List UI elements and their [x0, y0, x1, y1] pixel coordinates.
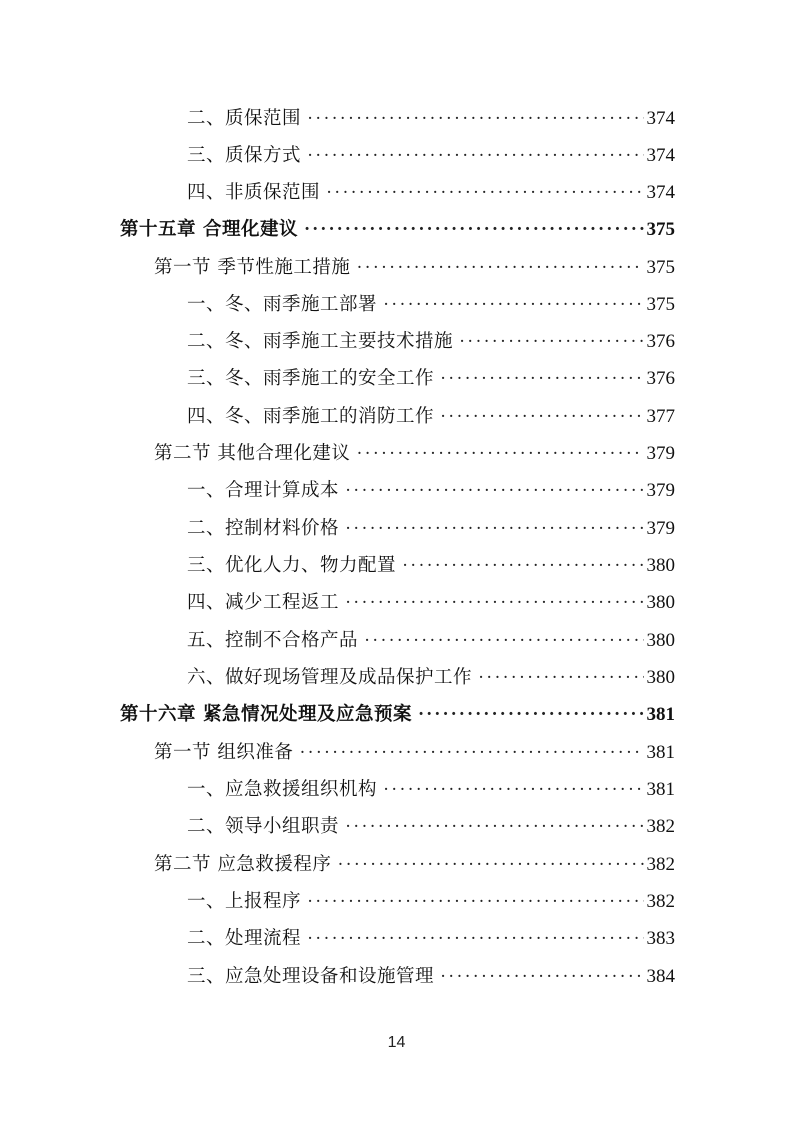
- toc-entry-page: 383: [646, 928, 675, 949]
- dot-leader: [440, 961, 643, 993]
- toc-entry-title: 二、控制材料价格: [187, 518, 340, 539]
- toc-entry[interactable]: [187, 475, 675, 507]
- toc-chapter-entry[interactable]: [120, 214, 675, 246]
- toc-entry[interactable]: [187, 625, 675, 657]
- dot-leader: [459, 326, 643, 358]
- toc-entry-page: 375: [646, 257, 675, 278]
- dot-leader: [440, 401, 643, 433]
- page-number: 14: [387, 1034, 406, 1051]
- toc-entry[interactable]: [187, 587, 675, 619]
- toc-entry[interactable]: [187, 103, 675, 135]
- toc-entry[interactable]: [187, 811, 675, 843]
- toc-section-entry[interactable]: [154, 438, 675, 470]
- toc-entry-title: 第十六章 紧急情况处理及应急预案: [120, 704, 412, 725]
- dot-leader: [345, 587, 643, 619]
- toc-entry[interactable]: [187, 513, 675, 545]
- toc-entry-page: 382: [646, 816, 675, 837]
- toc-section-entry[interactable]: [154, 252, 675, 284]
- toc-entry-title: 四、冬、雨季施工的消防工作: [187, 406, 435, 427]
- dot-leader: [299, 737, 643, 769]
- dot-leader: [356, 252, 643, 284]
- dot-leader: [418, 699, 644, 731]
- dot-leader: [307, 923, 643, 955]
- toc-entry-title: 一、应急救援组织机构: [187, 779, 378, 800]
- toc-entry-page: 374: [646, 145, 675, 166]
- toc-entry-page: 380: [646, 667, 675, 688]
- toc-entry[interactable]: [187, 662, 675, 694]
- toc-entry-title: 三、冬、雨季施工的安全工作: [187, 368, 435, 389]
- toc-chapter-entry[interactable]: [120, 699, 675, 731]
- toc-entry[interactable]: [187, 886, 675, 918]
- toc-entry-page: 381: [646, 779, 675, 800]
- toc-entry[interactable]: [187, 774, 675, 806]
- toc-entry-page: 375: [646, 294, 675, 315]
- toc-entry-title: 四、减少工程返工: [187, 592, 340, 613]
- toc-entry-page: 375: [646, 219, 675, 240]
- toc-entry-title: 三、优化人力、物力配置: [187, 555, 397, 576]
- toc-entry-page: 382: [646, 891, 675, 912]
- toc-entry-title: 第一节 组织准备: [154, 742, 294, 763]
- toc-entry-title: 一、合理计算成本: [187, 480, 340, 501]
- toc-entry-page: 381: [646, 704, 675, 725]
- toc-entry-title: 第一节 季节性施工措施: [154, 257, 351, 278]
- toc-entry-title: 第十五章 合理化建议: [120, 219, 298, 240]
- toc-entry[interactable]: [187, 177, 675, 209]
- toc-entry-title: 一、上报程序: [187, 891, 302, 912]
- toc-entry-page: 380: [646, 555, 675, 576]
- dot-leader: [345, 513, 643, 545]
- toc-section-entry[interactable]: [154, 737, 675, 769]
- dot-leader: [364, 625, 643, 657]
- toc-entry-page: 376: [646, 368, 675, 389]
- toc-entry-page: 374: [646, 108, 675, 129]
- toc-entry[interactable]: [187, 363, 675, 395]
- toc-entry-title: 一、冬、雨季施工部署: [187, 294, 378, 315]
- toc-entry-page: 379: [646, 443, 675, 464]
- dot-leader: [356, 438, 643, 470]
- toc-entry-page: 379: [646, 480, 675, 501]
- toc-entry-title: 三、应急处理设备和设施管理: [187, 966, 435, 987]
- toc-entry[interactable]: [187, 401, 675, 433]
- toc-entry-title: 四、非质保范围: [187, 182, 321, 203]
- toc-entry-title: 六、做好现场管理及成品保护工作: [187, 667, 473, 688]
- dot-leader: [307, 886, 643, 918]
- dot-leader: [326, 177, 643, 209]
- dot-leader: [383, 774, 643, 806]
- toc-entry-page: 379: [646, 518, 675, 539]
- toc-entry-title: 二、领导小组职责: [187, 816, 340, 837]
- toc-entry-page: 377: [646, 406, 675, 427]
- dot-leader: [345, 811, 643, 843]
- dot-leader: [440, 363, 643, 395]
- toc-entry-title: 二、质保范围: [187, 108, 302, 129]
- toc-entry[interactable]: [187, 326, 675, 358]
- toc-entry-page: 380: [646, 630, 675, 651]
- toc-entry-page: 376: [646, 331, 675, 352]
- dot-leader: [304, 214, 644, 246]
- toc-entry[interactable]: [187, 961, 675, 993]
- dot-leader: [337, 849, 643, 881]
- dot-leader: [478, 662, 643, 694]
- toc-entry-page: 381: [646, 742, 675, 763]
- toc-entry-page: 374: [646, 182, 675, 203]
- toc-entry-page: 382: [646, 854, 675, 875]
- toc-entry[interactable]: [187, 923, 675, 955]
- dot-leader: [383, 289, 643, 321]
- toc-entry[interactable]: [187, 140, 675, 172]
- toc-entry-title: 二、冬、雨季施工主要技术措施: [187, 331, 454, 352]
- dot-leader: [345, 475, 643, 507]
- toc-entry[interactable]: [187, 550, 675, 582]
- toc-entry-title: 五、控制不合格产品: [187, 630, 359, 651]
- toc-entry-title: 三、质保方式: [187, 145, 302, 166]
- dot-leader: [307, 140, 643, 172]
- toc-entry-page: 380: [646, 592, 675, 613]
- toc-entry-title: 第二节 其他合理化建议: [154, 443, 351, 464]
- dot-leader: [402, 550, 643, 582]
- toc-entry-page: 384: [646, 966, 675, 987]
- toc-entry[interactable]: [187, 289, 675, 321]
- toc-section-entry[interactable]: [154, 849, 675, 881]
- dot-leader: [307, 103, 643, 135]
- toc-entry-title: 第二节 应急救援程序: [154, 854, 332, 875]
- toc-entry-title: 二、处理流程: [187, 928, 302, 949]
